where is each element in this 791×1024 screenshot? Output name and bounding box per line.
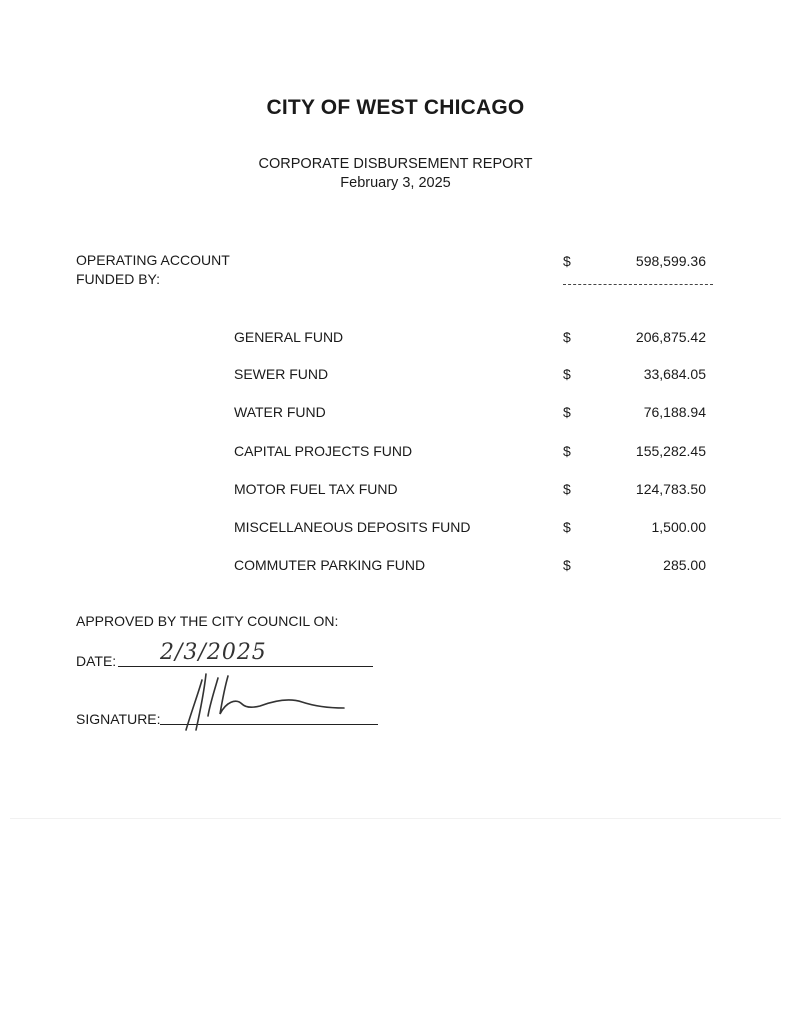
report-title: CORPORATE DISBURSEMENT REPORT (258, 156, 533, 172)
fund-amount: 76,188.94 (643, 404, 706, 420)
approved-text: APPROVED BY THE CITY COUNCIL ON: (76, 613, 339, 629)
fund-row (0, 557, 791, 575)
fund-amount: 285.00 (663, 557, 706, 573)
fund-row (0, 519, 791, 537)
fund-row (0, 481, 791, 499)
page-title: CITY OF WEST CHICAGO (266, 96, 525, 119)
signature-scribble-icon (180, 672, 350, 734)
fund-name: WATER FUND (234, 404, 326, 420)
fund-row (0, 404, 791, 422)
fund-name: COMMUTER PARKING FUND (234, 557, 426, 573)
fund-currency: $ (563, 443, 571, 459)
date-label: DATE: (76, 653, 117, 669)
fund-amount: 124,783.50 (635, 481, 706, 497)
operating-account-label: OPERATING ACCOUNT (76, 252, 230, 268)
operating-amount: 598,599.36 (635, 253, 706, 269)
funded-by-label: FUNDED BY: (76, 271, 161, 287)
handwritten-date: 2/3/2025 (160, 640, 267, 665)
fund-name: MOTOR FUEL TAX FUND (234, 481, 398, 497)
report-date: February 3, 2025 (340, 175, 451, 191)
fund-currency: $ (563, 481, 571, 497)
fund-name: GENERAL FUND (234, 329, 344, 345)
fund-currency: $ (563, 329, 571, 345)
fund-row (0, 329, 791, 347)
fund-row (0, 366, 791, 384)
fund-name: MISCELLANEOUS DEPOSITS FUND (234, 519, 471, 535)
fund-currency: $ (563, 404, 571, 420)
operating-currency: $ (563, 253, 571, 269)
fund-amount: 155,282.45 (635, 443, 706, 459)
fund-currency: $ (563, 557, 571, 573)
fund-name: SEWER FUND (234, 366, 329, 382)
signature-label: SIGNATURE: (76, 711, 161, 727)
fund-amount: 206,875.42 (635, 329, 706, 345)
fund-row (0, 443, 791, 461)
fund-name: CAPITAL PROJECTS FUND (234, 443, 413, 459)
operating-dash-line (563, 284, 713, 285)
fund-amount: 33,684.05 (643, 366, 706, 382)
fund-amount: 1,500.00 (651, 519, 706, 535)
date-underline (118, 666, 373, 667)
fund-currency: $ (563, 519, 571, 535)
scan-artifact-line (10, 818, 781, 819)
fund-currency: $ (563, 366, 571, 382)
